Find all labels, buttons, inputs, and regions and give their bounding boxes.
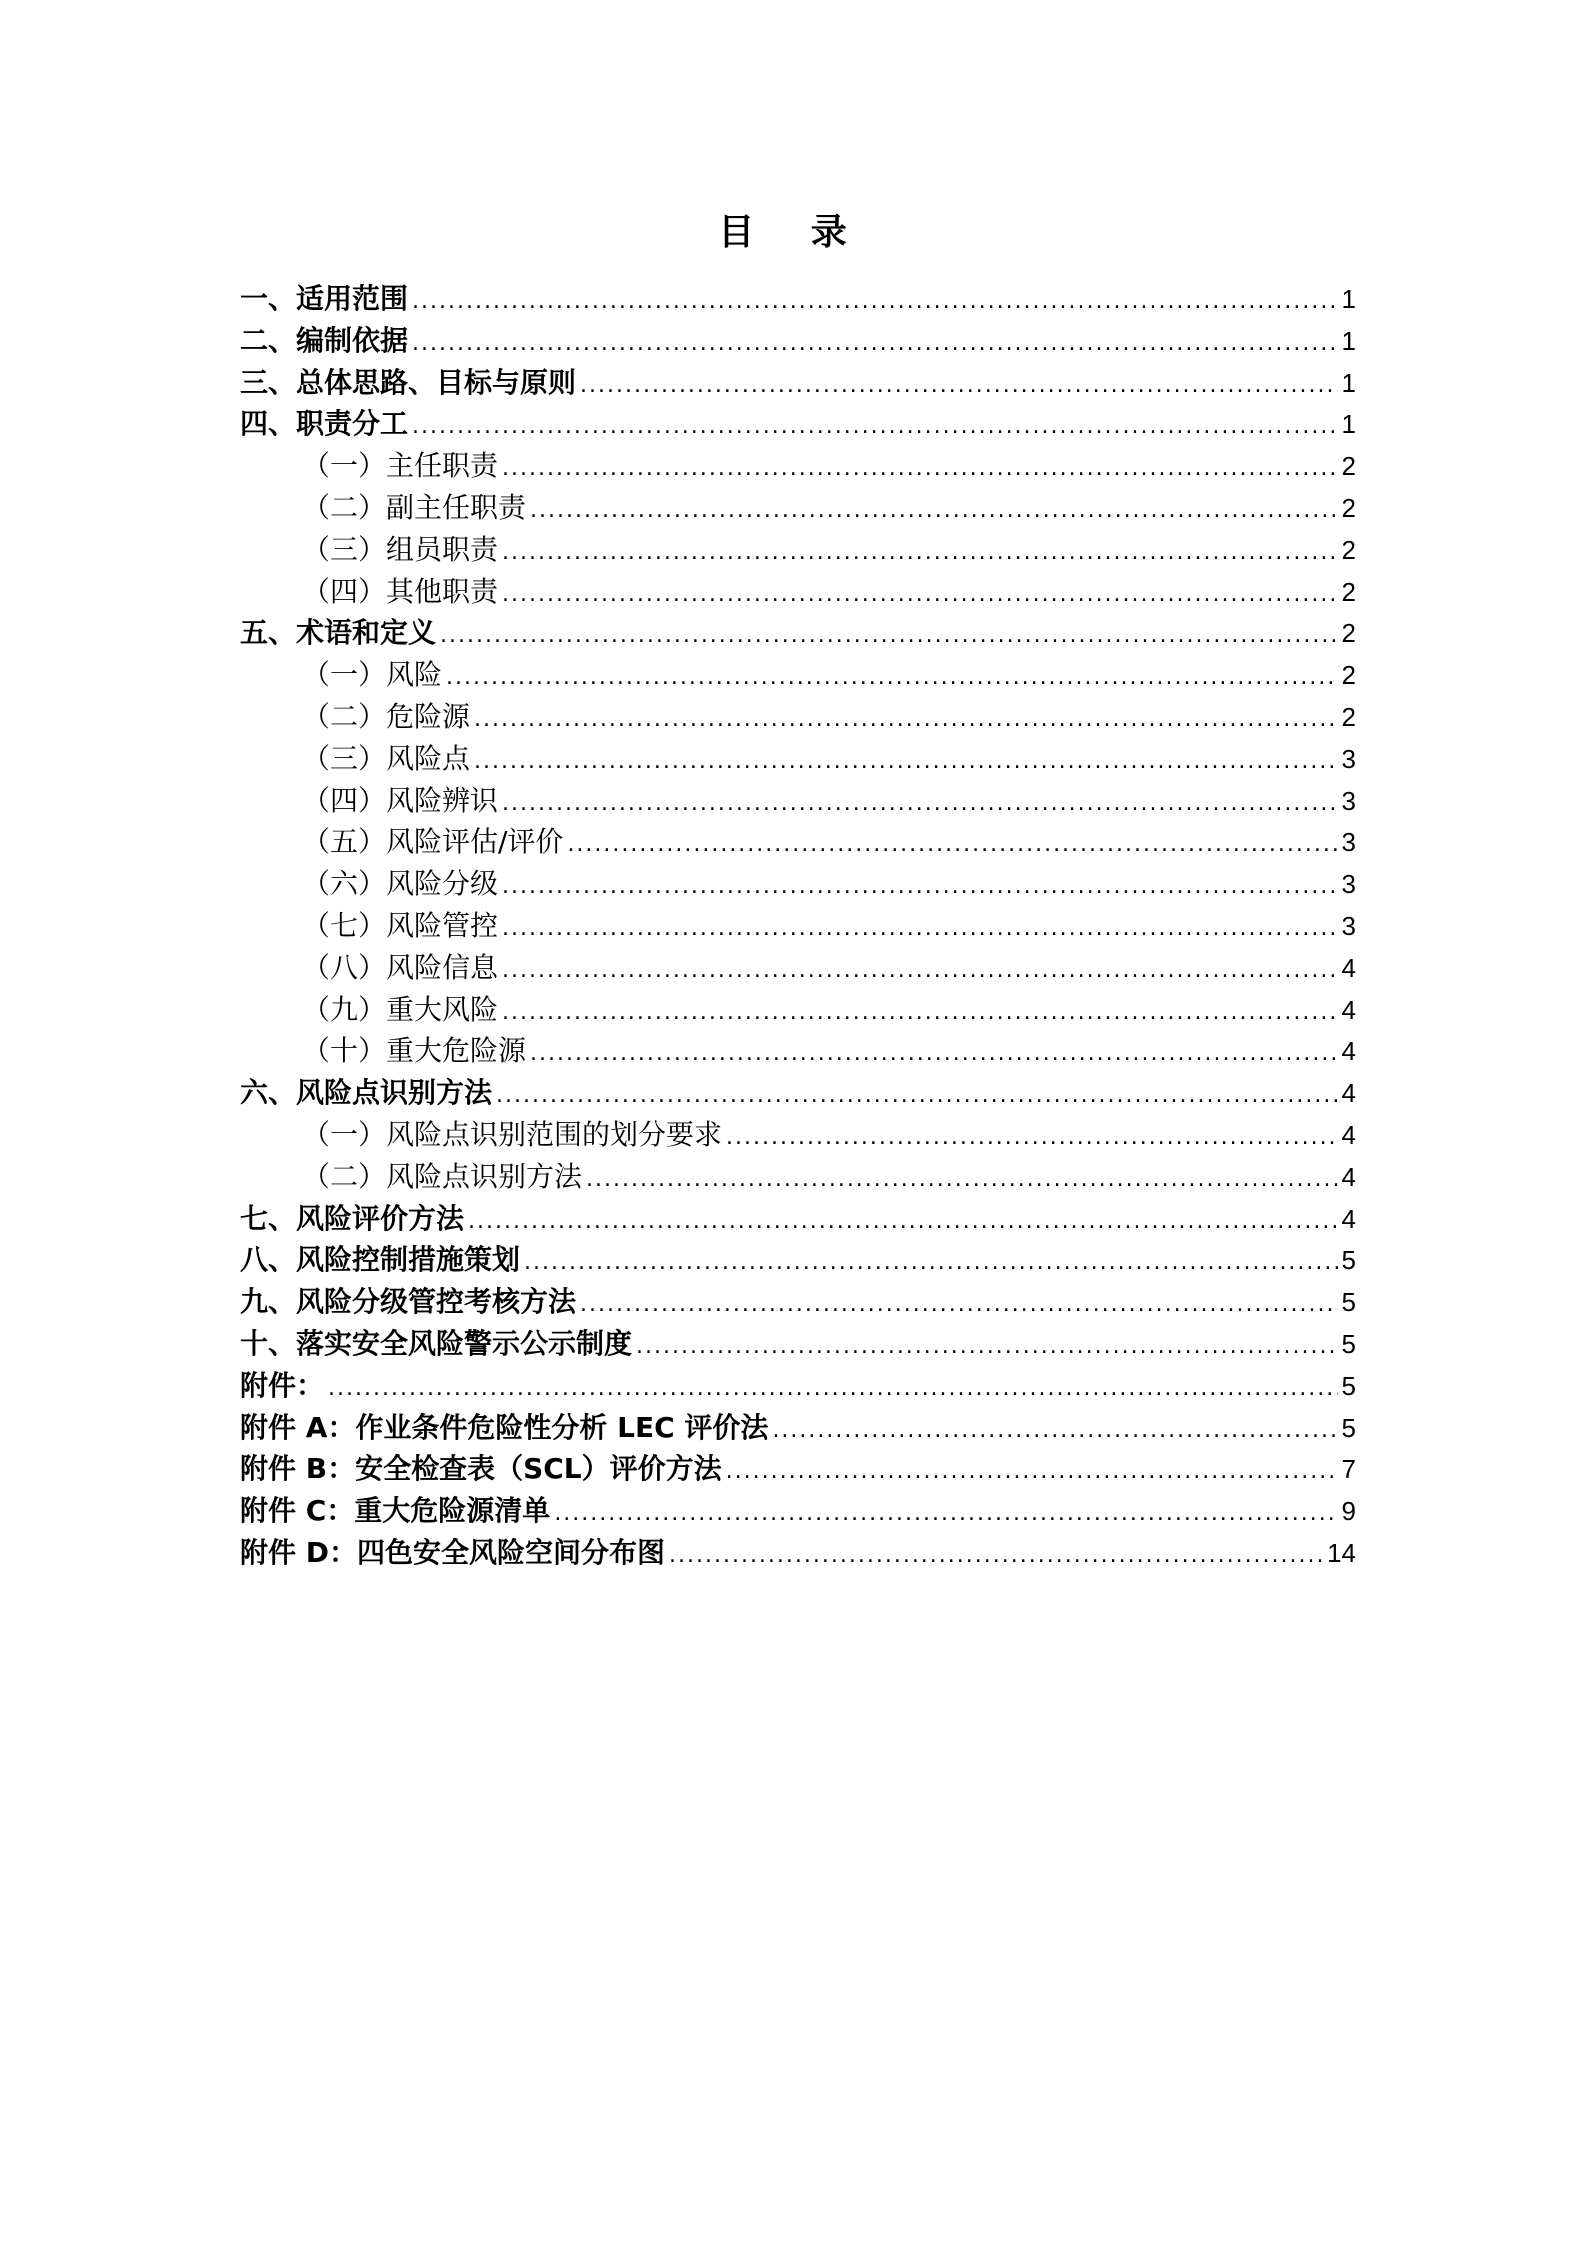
toc-entry[interactable] — [240, 780, 1356, 822]
dot-leader — [586, 1159, 1338, 1201]
toc-entry[interactable] — [240, 487, 1356, 529]
toc-entry-page-number: 2 — [1341, 534, 1356, 565]
dot-leader — [412, 281, 1338, 323]
toc-entry-page-number: 3 — [1341, 743, 1356, 774]
toc-entry-label: 八、风险控制措施策划 — [240, 1243, 521, 1277]
toc-entry-page-number: 3 — [1341, 869, 1356, 900]
toc-entry-label: 九、风险分级管控考核方法 — [240, 1285, 577, 1319]
dot-leader — [468, 1201, 1338, 1243]
toc-entry-page-number: 4 — [1341, 994, 1356, 1025]
dot-leader — [726, 1451, 1338, 1493]
toc-entry-label: （五）风险评估/评价 — [302, 825, 564, 859]
toc-entry-page-number: 3 — [1341, 785, 1356, 816]
toc-entry-page-number: 9 — [1341, 1496, 1356, 1527]
toc-entry[interactable] — [240, 362, 1356, 404]
dot-leader — [496, 1075, 1338, 1117]
dot-leader — [502, 950, 1338, 992]
dot-leader — [669, 1535, 1323, 1577]
toc-entry-page-number: 5 — [1341, 1328, 1356, 1359]
toc-entry-page-number: 4 — [1341, 1161, 1356, 1192]
dot-leader — [502, 908, 1338, 950]
dot-leader — [502, 574, 1338, 616]
toc-entry[interactable] — [240, 529, 1356, 571]
toc-entry-label: 三、总体思路、目标与原则 — [240, 365, 577, 399]
toc-entry-page-number: 2 — [1341, 451, 1356, 482]
toc-entry[interactable] — [240, 738, 1356, 780]
toc-entry-page-number: 2 — [1341, 576, 1356, 607]
toc-entry-page-number: 4 — [1341, 1203, 1356, 1234]
dot-leader — [502, 992, 1338, 1034]
toc-entry[interactable] — [240, 821, 1356, 863]
dot-leader — [446, 657, 1338, 699]
toc-entry-page-number: 4 — [1341, 1078, 1356, 1109]
toc-entry[interactable] — [240, 571, 1356, 613]
toc-entry-label: 附件 B：安全检查表（SCL）评价方法 — [240, 1452, 722, 1486]
toc-entry-page-number: 2 — [1341, 660, 1356, 691]
toc-entry-page-number: 1 — [1341, 367, 1356, 398]
toc-title: 目 录 — [718, 212, 869, 253]
toc-entry-page-number: 5 — [1341, 1245, 1356, 1276]
toc-entry[interactable] — [240, 1239, 1356, 1281]
toc-entry-label: 一、适用范围 — [240, 282, 409, 315]
toc-entry[interactable] — [240, 1407, 1356, 1449]
dot-leader — [554, 1493, 1337, 1535]
toc-entry[interactable] — [240, 863, 1356, 905]
toc-entry-page-number: 1 — [1341, 284, 1356, 314]
toc-entry-label: 附件 C：重大危险源清单 — [240, 1494, 551, 1528]
dot-leader — [502, 532, 1338, 574]
toc-entry-page-number: 2 — [1341, 701, 1356, 732]
dot-leader — [502, 866, 1338, 908]
dot-leader — [412, 406, 1338, 448]
toc-entry-page-number: 1 — [1341, 325, 1356, 356]
dot-leader — [502, 783, 1338, 825]
toc-entry-page-number: 1 — [1341, 409, 1356, 440]
dot-leader — [580, 365, 1338, 407]
toc-entry-label: （四）风险辨识 — [302, 783, 499, 817]
toc-entry-label: （一）风险点识别范围的划分要求 — [302, 1117, 723, 1151]
toc-entry-page-number: 5 — [1341, 1370, 1356, 1401]
toc-entry-page-number: 5 — [1341, 1412, 1356, 1443]
toc-entry[interactable] — [240, 989, 1356, 1031]
dot-leader — [328, 1368, 1338, 1410]
toc-entry-label: （一）主任职责 — [302, 449, 499, 483]
dot-leader — [530, 490, 1338, 532]
toc-entry[interactable] — [240, 1072, 1356, 1114]
toc-entry[interactable] — [240, 445, 1356, 487]
dot-leader — [567, 824, 1337, 866]
toc-entry-label: （二）风险点识别方法 — [302, 1159, 583, 1193]
toc-entry[interactable] — [240, 1365, 1356, 1407]
toc-entry-page-number: 3 — [1341, 827, 1356, 858]
toc-entry-label: （一）风险 — [302, 658, 443, 692]
toc-entry[interactable] — [240, 905, 1356, 947]
toc-entry-page-number: 5 — [1341, 1287, 1356, 1318]
toc-entry-page-number: 4 — [1341, 1119, 1356, 1150]
toc-entry-page-number: 14 — [1327, 1537, 1356, 1568]
toc-entry-label: 二、编制依据 — [240, 323, 409, 357]
toc-entry-label: （四）其他职责 — [302, 574, 499, 608]
toc-entry[interactable] — [240, 1323, 1356, 1365]
toc-entry[interactable] — [240, 1030, 1356, 1072]
toc-entry-label: 六、风险点识别方法 — [240, 1076, 493, 1110]
dot-leader — [524, 1242, 1338, 1284]
toc-entry-label: （三）组员职责 — [302, 532, 499, 566]
toc-entry-label: 四、职责分工 — [240, 407, 409, 441]
toc-entry-page-number: 4 — [1341, 952, 1356, 983]
toc-entry-label: （六）风险分级 — [302, 867, 499, 901]
toc-entry-label: （十）重大危险源 — [302, 1034, 527, 1068]
dot-leader — [412, 323, 1338, 365]
toc-entry-label: （三）风险点 — [302, 741, 471, 775]
toc-entry[interactable] — [240, 1448, 1356, 1490]
toc-entry-label: 十、落实安全风险警示公示制度 — [240, 1326, 633, 1360]
toc-entry[interactable] — [240, 612, 1356, 654]
dot-leader — [726, 1117, 1338, 1159]
dot-leader — [474, 741, 1338, 783]
toc-entry[interactable] — [240, 403, 1356, 445]
toc-entry[interactable] — [240, 1198, 1356, 1240]
toc-entry[interactable] — [240, 947, 1356, 989]
toc-entry-label: （二）副主任职责 — [302, 490, 527, 524]
toc-entry[interactable] — [240, 320, 1356, 362]
toc-entry[interactable] — [240, 1114, 1356, 1156]
toc-entry-label: 五、术语和定义 — [240, 616, 437, 650]
dot-leader — [502, 448, 1338, 490]
toc-entry-label: 附件 A：作业条件危险性分析 LEC 评价法 — [240, 1410, 769, 1444]
dot-leader — [474, 699, 1338, 741]
toc-entry-label: 七、风险评价方法 — [240, 1201, 465, 1235]
toc-entry-label: （九）重大风险 — [302, 992, 499, 1026]
toc-entry[interactable] — [240, 278, 1356, 320]
toc-entry[interactable] — [240, 1532, 1356, 1574]
toc-entry[interactable] — [240, 1281, 1356, 1323]
toc-entry-page-number: 4 — [1341, 1036, 1356, 1067]
dot-leader — [772, 1410, 1337, 1452]
toc-entry-label: （八）风险信息 — [302, 950, 499, 984]
toc-entry-label: （七）风险管控 — [302, 908, 499, 942]
dot-leader — [440, 615, 1338, 657]
toc-entry[interactable] — [240, 654, 1356, 696]
toc-entry-label: （二）危险源 — [302, 699, 471, 733]
toc-entry-label: 附件 D：四色安全风险空间分布图 — [240, 1535, 665, 1569]
toc-entry[interactable] — [240, 1490, 1356, 1532]
toc-entry-page-number: 2 — [1341, 492, 1356, 523]
table-of-contents — [240, 278, 1356, 1574]
toc-entry[interactable] — [240, 696, 1356, 738]
dot-leader — [580, 1284, 1338, 1326]
toc-entry-page-number: 7 — [1341, 1454, 1356, 1485]
toc-entry[interactable] — [240, 1156, 1356, 1198]
toc-entry-page-number: 2 — [1341, 618, 1356, 649]
dot-leader — [636, 1326, 1338, 1368]
toc-entry-label: 附件： — [240, 1368, 325, 1402]
toc-entry-page-number: 3 — [1341, 910, 1356, 941]
dot-leader — [530, 1033, 1338, 1075]
